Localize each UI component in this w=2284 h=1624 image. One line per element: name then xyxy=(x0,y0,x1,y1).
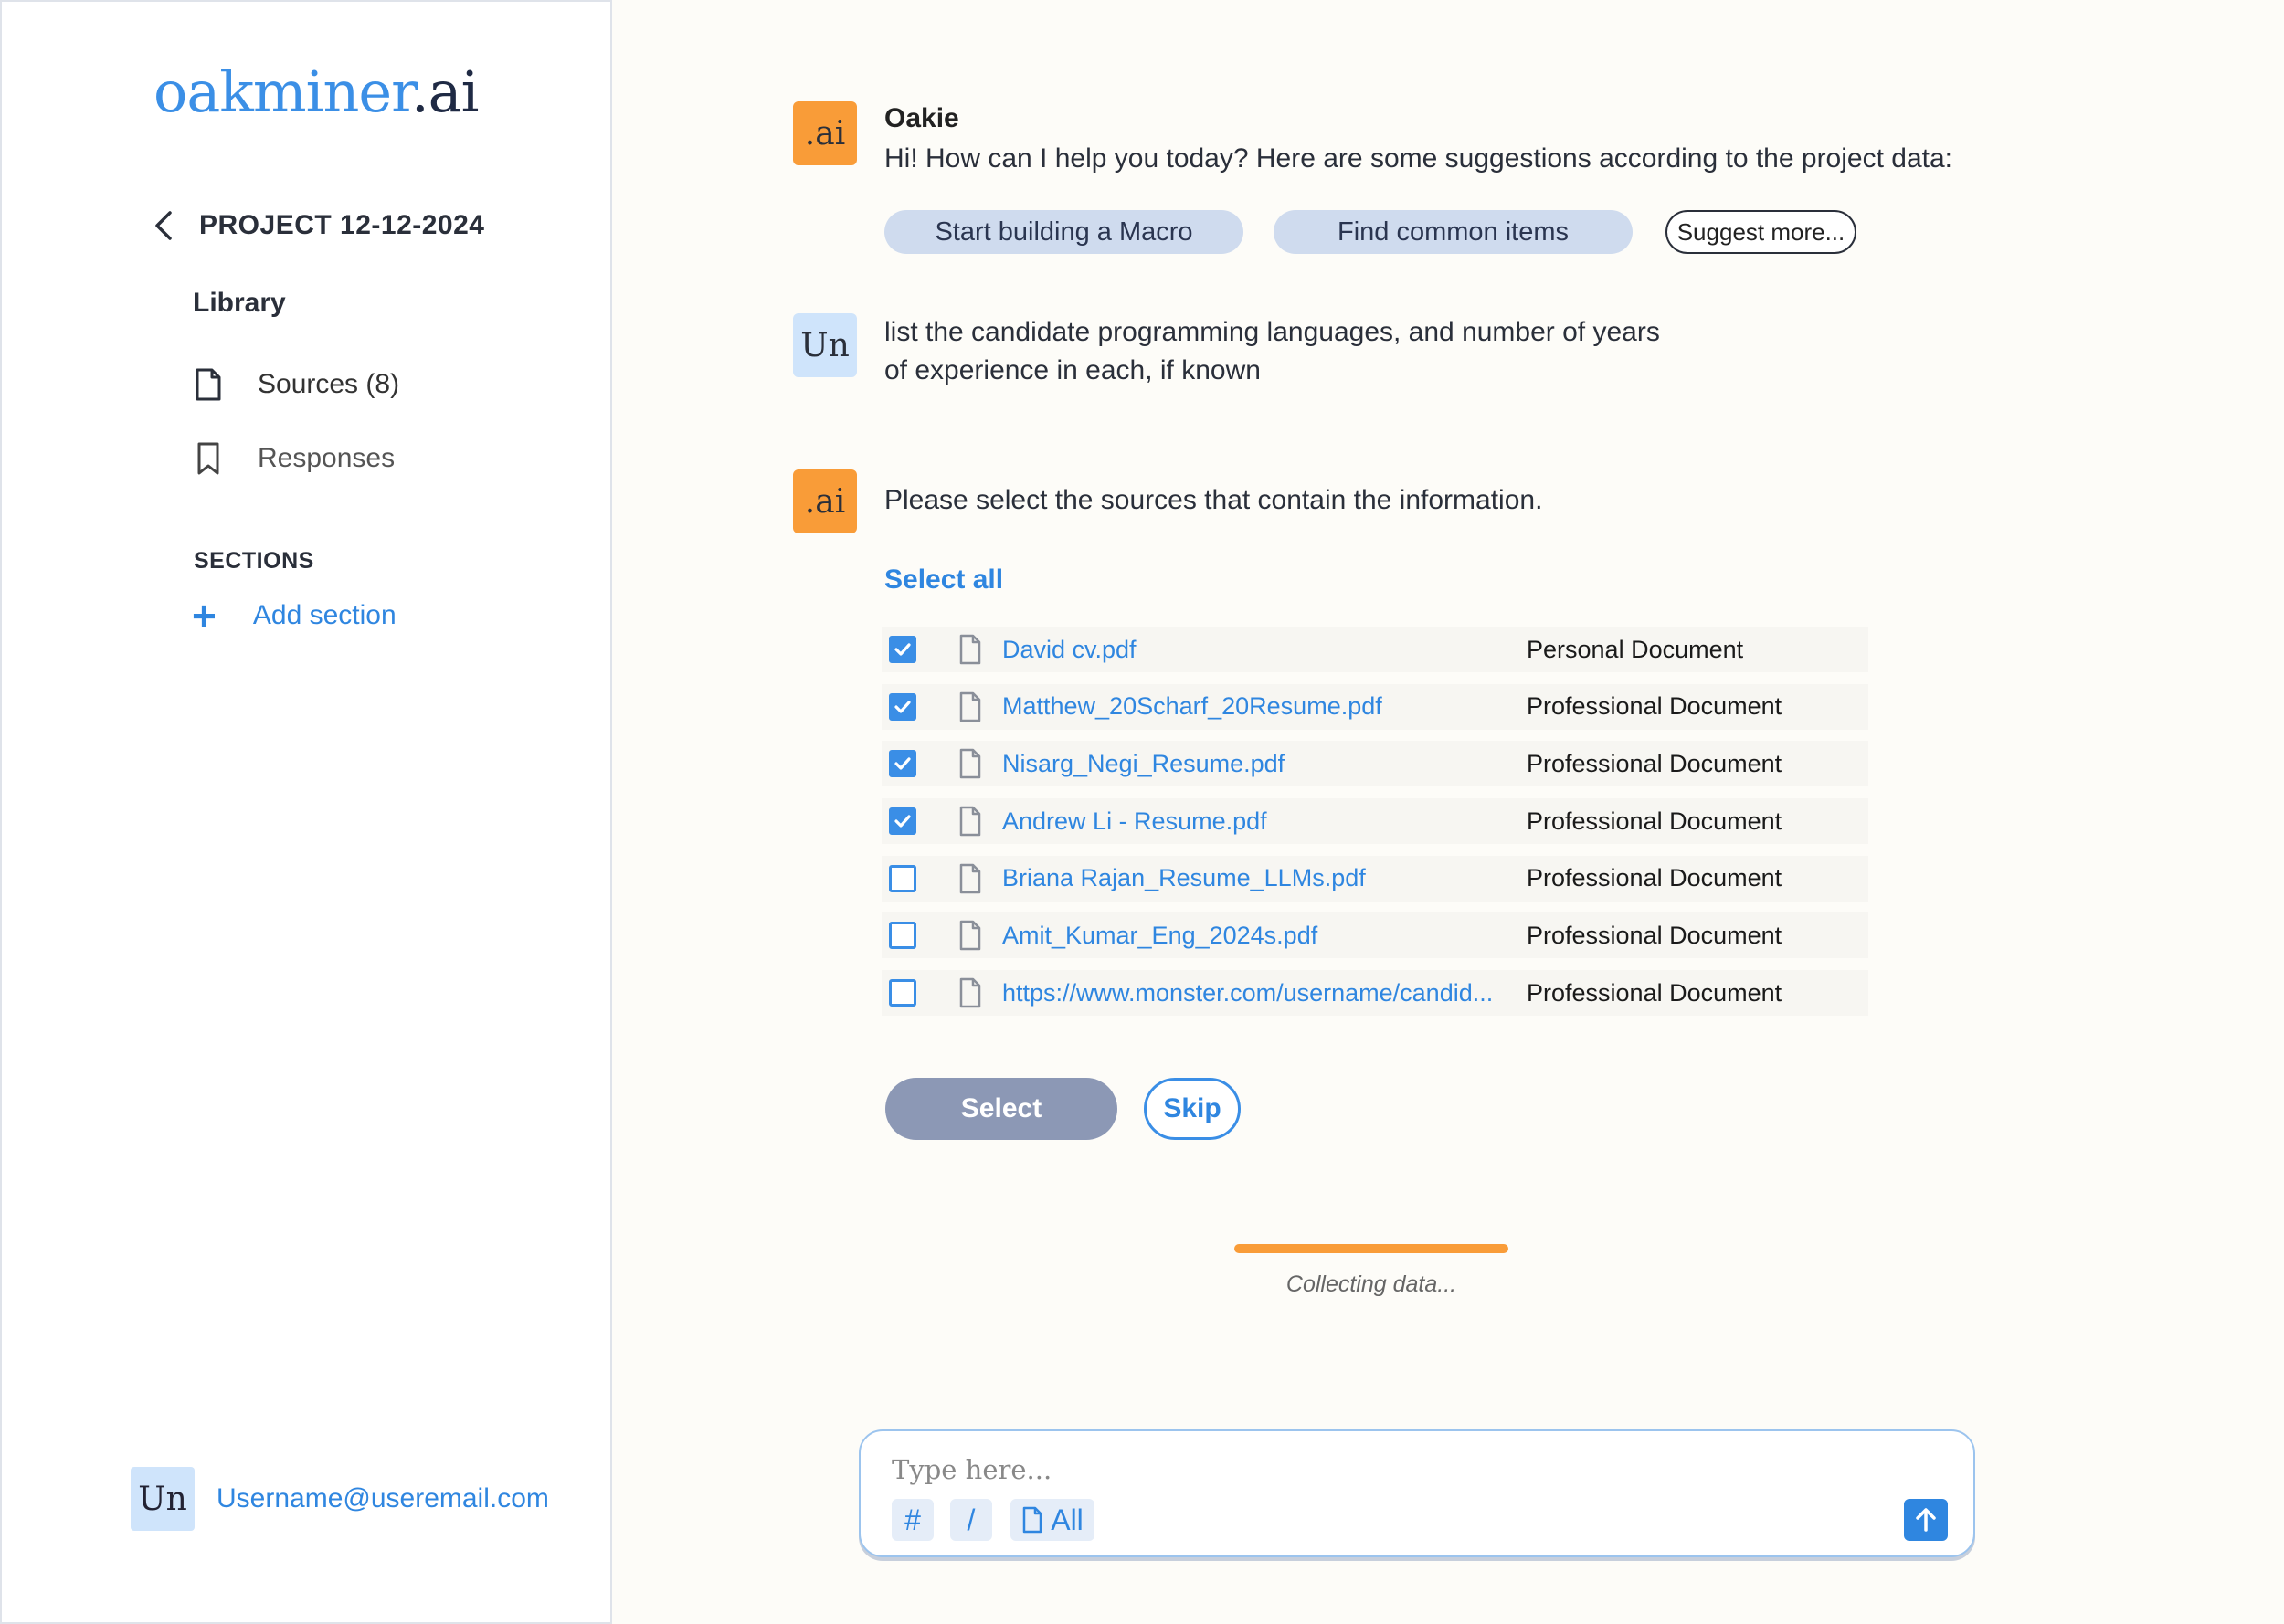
sidebar-item-label: Responses xyxy=(258,443,396,473)
source-row xyxy=(882,627,1868,672)
greeting-text: Hi! How can I help you today? Here are some suggestions according to the project data: xyxy=(884,143,1952,174)
file-icon xyxy=(1021,1506,1043,1534)
source-doc-type: Professional Document xyxy=(1527,978,1782,1007)
source-file-name[interactable]: https://www.monster.com/username/candid... xyxy=(1002,978,1494,1007)
source-scope-button[interactable] xyxy=(1010,1499,1094,1541)
file-icon xyxy=(958,920,982,951)
bookmark-icon xyxy=(194,441,223,476)
ai-message-text: Please select the sources that contain the information. xyxy=(884,485,1543,515)
select-all-link[interactable]: Select all xyxy=(884,564,1004,595)
project-title: PROJECT 12-12-2024 xyxy=(199,210,485,240)
source-checkbox[interactable] xyxy=(889,865,916,892)
message-composer xyxy=(859,1429,1975,1557)
source-doc-type: Personal Document xyxy=(1527,635,1744,663)
source-doc-type: Professional Document xyxy=(1527,807,1782,835)
sidebar xyxy=(0,0,612,1624)
user-avatar: Un xyxy=(793,313,857,377)
source-checkbox[interactable] xyxy=(889,636,916,663)
source-row xyxy=(882,856,1868,902)
source-checkbox[interactable] xyxy=(889,922,916,949)
skip-button[interactable]: Skip xyxy=(1144,1078,1241,1140)
user-email: Username@useremail.com xyxy=(217,1483,549,1513)
logo-brand: oakminer xyxy=(153,58,411,125)
chevron-left-icon xyxy=(153,210,174,241)
app-logo[interactable] xyxy=(153,58,478,125)
sidebar-item-label: Sources (8) xyxy=(258,369,400,399)
sections-heading: SECTIONS xyxy=(194,548,314,574)
source-scope-label: All xyxy=(1051,1503,1084,1536)
sidebar-item-sources[interactable] xyxy=(194,367,399,402)
select-button[interactable]: Select xyxy=(885,1078,1117,1140)
file-icon xyxy=(958,748,982,779)
logo-tld: .ai xyxy=(410,58,479,125)
add-section-label: Add section xyxy=(252,600,397,630)
source-checkbox[interactable] xyxy=(889,807,916,835)
ai-avatar: .ai xyxy=(793,469,857,533)
suggestion-chip[interactable]: Find common items xyxy=(1274,210,1633,254)
source-file-name[interactable]: Briana Rajan_Resume_LLMs.pdf xyxy=(1002,864,1366,892)
source-checkbox[interactable] xyxy=(889,979,916,1007)
source-row xyxy=(882,741,1868,786)
progress-bar xyxy=(1234,1244,1508,1253)
hash-tool-button[interactable]: # xyxy=(892,1499,934,1541)
file-icon xyxy=(958,977,982,1008)
source-row xyxy=(882,970,1868,1016)
suggestion-chip[interactable]: Start building a Macro xyxy=(884,210,1243,254)
progress-label: Collecting data... xyxy=(1285,1271,1457,1297)
source-file-name[interactable]: Andrew Li - Resume.pdf xyxy=(1002,807,1267,835)
checkmark-icon xyxy=(893,754,913,774)
sender-name: Oakie xyxy=(884,103,959,133)
checkmark-icon xyxy=(893,811,913,831)
sidebar-item-responses[interactable] xyxy=(194,441,395,476)
avatar: Un xyxy=(131,1467,195,1531)
source-file-name[interactable]: David cv.pdf xyxy=(1002,635,1137,663)
message-input[interactable] xyxy=(892,1450,1897,1490)
plus-icon: + xyxy=(192,592,217,639)
file-icon xyxy=(958,691,982,722)
source-row xyxy=(882,912,1868,958)
source-checkbox[interactable] xyxy=(889,750,916,777)
source-row xyxy=(882,684,1868,730)
checkmark-icon xyxy=(893,697,913,717)
source-doc-type: Professional Document xyxy=(1527,921,1782,949)
arrow-up-icon xyxy=(1912,1506,1940,1534)
project-back-link[interactable] xyxy=(153,210,485,241)
user-account[interactable] xyxy=(131,1467,549,1531)
source-doc-type: Professional Document xyxy=(1527,692,1782,721)
add-section-button[interactable] xyxy=(192,592,397,639)
library-heading: Library xyxy=(193,288,286,318)
source-checkbox[interactable] xyxy=(889,693,916,721)
file-icon xyxy=(958,863,982,894)
suggest-more-button[interactable]: Suggest more... xyxy=(1665,210,1856,254)
source-file-name[interactable]: Nisarg_Negi_Resume.pdf xyxy=(1002,749,1285,777)
file-icon xyxy=(194,367,223,402)
source-doc-type: Professional Document xyxy=(1527,864,1782,892)
slash-tool-button[interactable]: / xyxy=(950,1499,992,1541)
source-row xyxy=(882,798,1868,844)
ai-avatar: .ai xyxy=(793,101,857,165)
source-doc-type: Professional Document xyxy=(1527,749,1782,777)
source-file-name[interactable]: Amit_Kumar_Eng_2024s.pdf xyxy=(1002,921,1318,949)
source-file-name[interactable]: Matthew_20Scharf_20Resume.pdf xyxy=(1002,692,1382,721)
checkmark-icon xyxy=(893,639,913,659)
file-icon xyxy=(958,634,982,665)
user-message-line: of experience in each, if known xyxy=(884,355,1261,385)
file-icon xyxy=(958,806,982,837)
send-button[interactable] xyxy=(1904,1499,1948,1541)
user-message-line: list the candidate programming languages, and number of years xyxy=(884,317,1660,347)
source-list xyxy=(882,627,1868,1028)
